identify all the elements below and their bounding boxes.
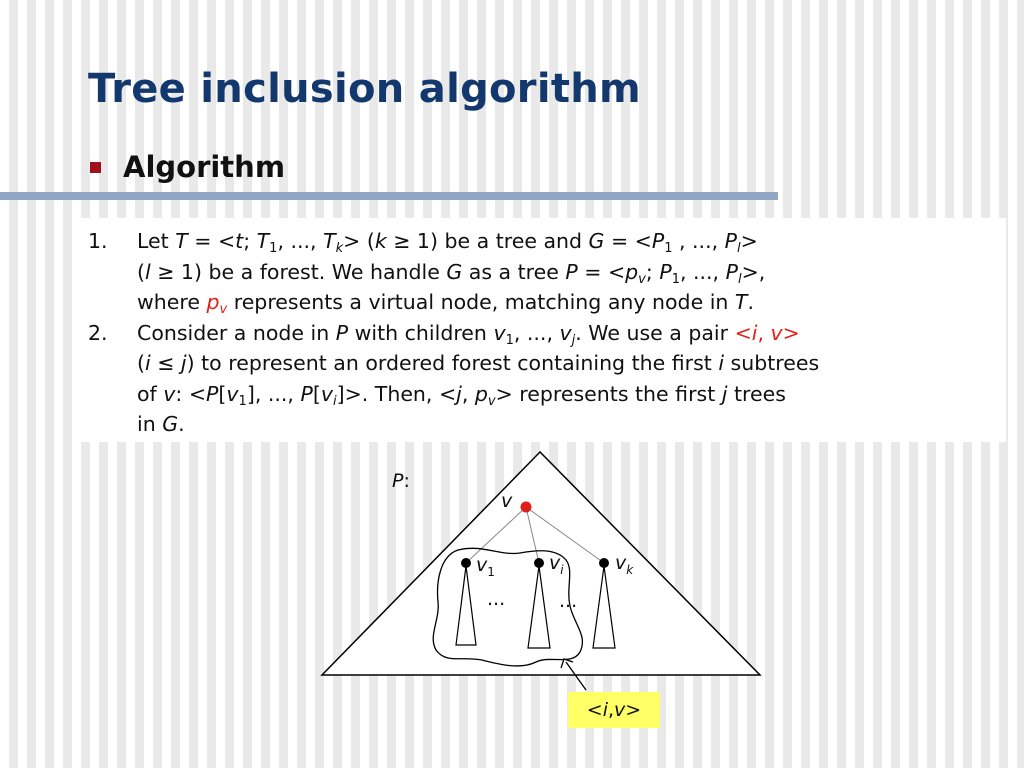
subscript: k: [335, 241, 344, 256]
text-segment: as a tree: [462, 259, 566, 284]
text-segment: p: [625, 259, 639, 284]
text-segment: <: [734, 320, 752, 345]
subscript: v: [638, 271, 646, 287]
text-segment: j: [721, 381, 728, 406]
text-segment: , ...,: [679, 259, 726, 284]
text-segment: T: [323, 229, 336, 253]
text-segment: = <: [187, 229, 236, 253]
text-segment: i: [718, 351, 725, 375]
child-label-vi: $v_i$: [549, 552, 564, 577]
text-segment: , ...,: [672, 229, 725, 253]
text-segment: = <: [604, 229, 652, 253]
text-segment: [: [218, 381, 227, 406]
subscript: 1: [269, 241, 278, 256]
text-segment: >,: [741, 259, 766, 284]
text-segment: : <: [175, 381, 207, 406]
text-segment: P: [565, 259, 578, 284]
subscript: 1: [505, 332, 514, 348]
text-segment: G: [446, 259, 463, 284]
root-label-v: v: [501, 490, 513, 512]
text-segment: j: [180, 351, 187, 375]
text-segment: P: [659, 259, 672, 284]
text-segment: v: [226, 381, 239, 406]
text-segment: . We use a pair: [575, 320, 735, 345]
subscript: 1: [664, 241, 673, 256]
text-segment: G: [162, 412, 179, 436]
text-segment: >: [782, 320, 800, 345]
text-segment: v: [493, 320, 506, 345]
text-segment: > represents the first: [495, 381, 722, 406]
text-segment: v: [559, 320, 572, 345]
text-segment: v: [320, 381, 333, 406]
bullet-label: Algorithm: [123, 150, 286, 184]
text-segment: v: [770, 320, 783, 345]
text-segment: t: [235, 229, 244, 253]
text-segment: j: [456, 381, 462, 406]
text-segment: ) to represent an ordered forest containing the first: [186, 351, 719, 375]
subscript: 1: [671, 271, 680, 287]
pair-callout-box: [568, 692, 660, 728]
subscript: l: [737, 241, 741, 256]
text-segment: , ...,: [277, 229, 324, 253]
subscript: j: [571, 332, 576, 348]
text-segment: , ...,: [513, 320, 560, 345]
text-segment: P: [335, 320, 349, 345]
child-label-v1: $v_1$: [476, 554, 495, 579]
text-segment: .: [747, 290, 754, 314]
p-label: P:: [392, 470, 410, 492]
text-segment: > (: [343, 229, 375, 253]
text-segment: (: [137, 259, 145, 284]
text-segment: with children: [348, 320, 494, 345]
node-v1: [461, 558, 471, 568]
subscript: 1: [238, 393, 247, 409]
text-segment: k: [374, 229, 387, 253]
text-segment: subtrees: [724, 351, 820, 375]
text-segment: Let: [137, 229, 176, 253]
text-segment: ≥ 1) be a tree and: [386, 229, 589, 253]
text-segment: i: [145, 351, 151, 375]
callout-v: v: [614, 699, 626, 721]
callout-sep: ,: [607, 699, 615, 721]
text-segment: P: [300, 381, 313, 406]
text-segment: in: [137, 412, 163, 436]
text-segment: P: [651, 229, 665, 253]
text-segment: trees: [727, 381, 786, 406]
text-segment: .: [178, 412, 185, 436]
text-segment: P: [724, 229, 737, 253]
callout-open: <: [586, 699, 603, 721]
text-segment: = <: [577, 259, 626, 284]
text-segment: [: [312, 381, 321, 406]
subscript: i: [332, 393, 337, 409]
text-segment: ≤: [150, 351, 181, 375]
text-segment: l: [145, 259, 151, 284]
text-segment: where: [137, 290, 207, 314]
node-vk: [599, 558, 609, 568]
text-segment: ;: [645, 259, 660, 284]
node-vi: [534, 558, 544, 568]
text-segment: T: [734, 290, 748, 314]
ellipsis-left: ...: [487, 588, 506, 610]
text-segment: ;: [243, 229, 257, 253]
text-segment: P: [725, 259, 738, 284]
slide-title: Tree inclusion algorithm: [88, 66, 642, 112]
text-segment: ], ...,: [246, 381, 301, 406]
ellipsis-right: ...: [559, 590, 578, 612]
text-segment: >: [740, 229, 758, 253]
list-item-number: 2.: [88, 320, 108, 345]
child-label-vk: $v_k$: [615, 552, 634, 577]
list-item-number: 1.: [88, 229, 108, 253]
text-segment: T: [256, 229, 270, 253]
text-segment: T: [175, 229, 188, 253]
subscript: v: [487, 393, 496, 409]
subscript: l: [737, 271, 742, 287]
text-segment: v: [163, 381, 176, 406]
callout-i: i: [602, 699, 608, 721]
text-segment: p: [474, 381, 488, 406]
text-segment: Consider a node in: [137, 320, 336, 345]
text-segment: i: [751, 320, 758, 345]
root-node-v: [521, 502, 532, 513]
text-segment: P: [206, 381, 219, 406]
text-segment: represents a virtual node, matching any node in: [227, 290, 735, 314]
text-segment: p: [206, 290, 220, 314]
subscript: v: [219, 302, 228, 317]
text-segment: ]>. Then, <: [336, 381, 457, 406]
text-segment: ,: [461, 381, 475, 406]
text-segment: ,: [757, 320, 771, 345]
text-segment: of: [137, 381, 164, 406]
text-segment: (: [137, 351, 145, 375]
text-segment: ≥ 1) be a forest. We handle: [150, 259, 447, 284]
text-segment: G: [588, 229, 605, 253]
callout-close: >: [625, 699, 642, 721]
